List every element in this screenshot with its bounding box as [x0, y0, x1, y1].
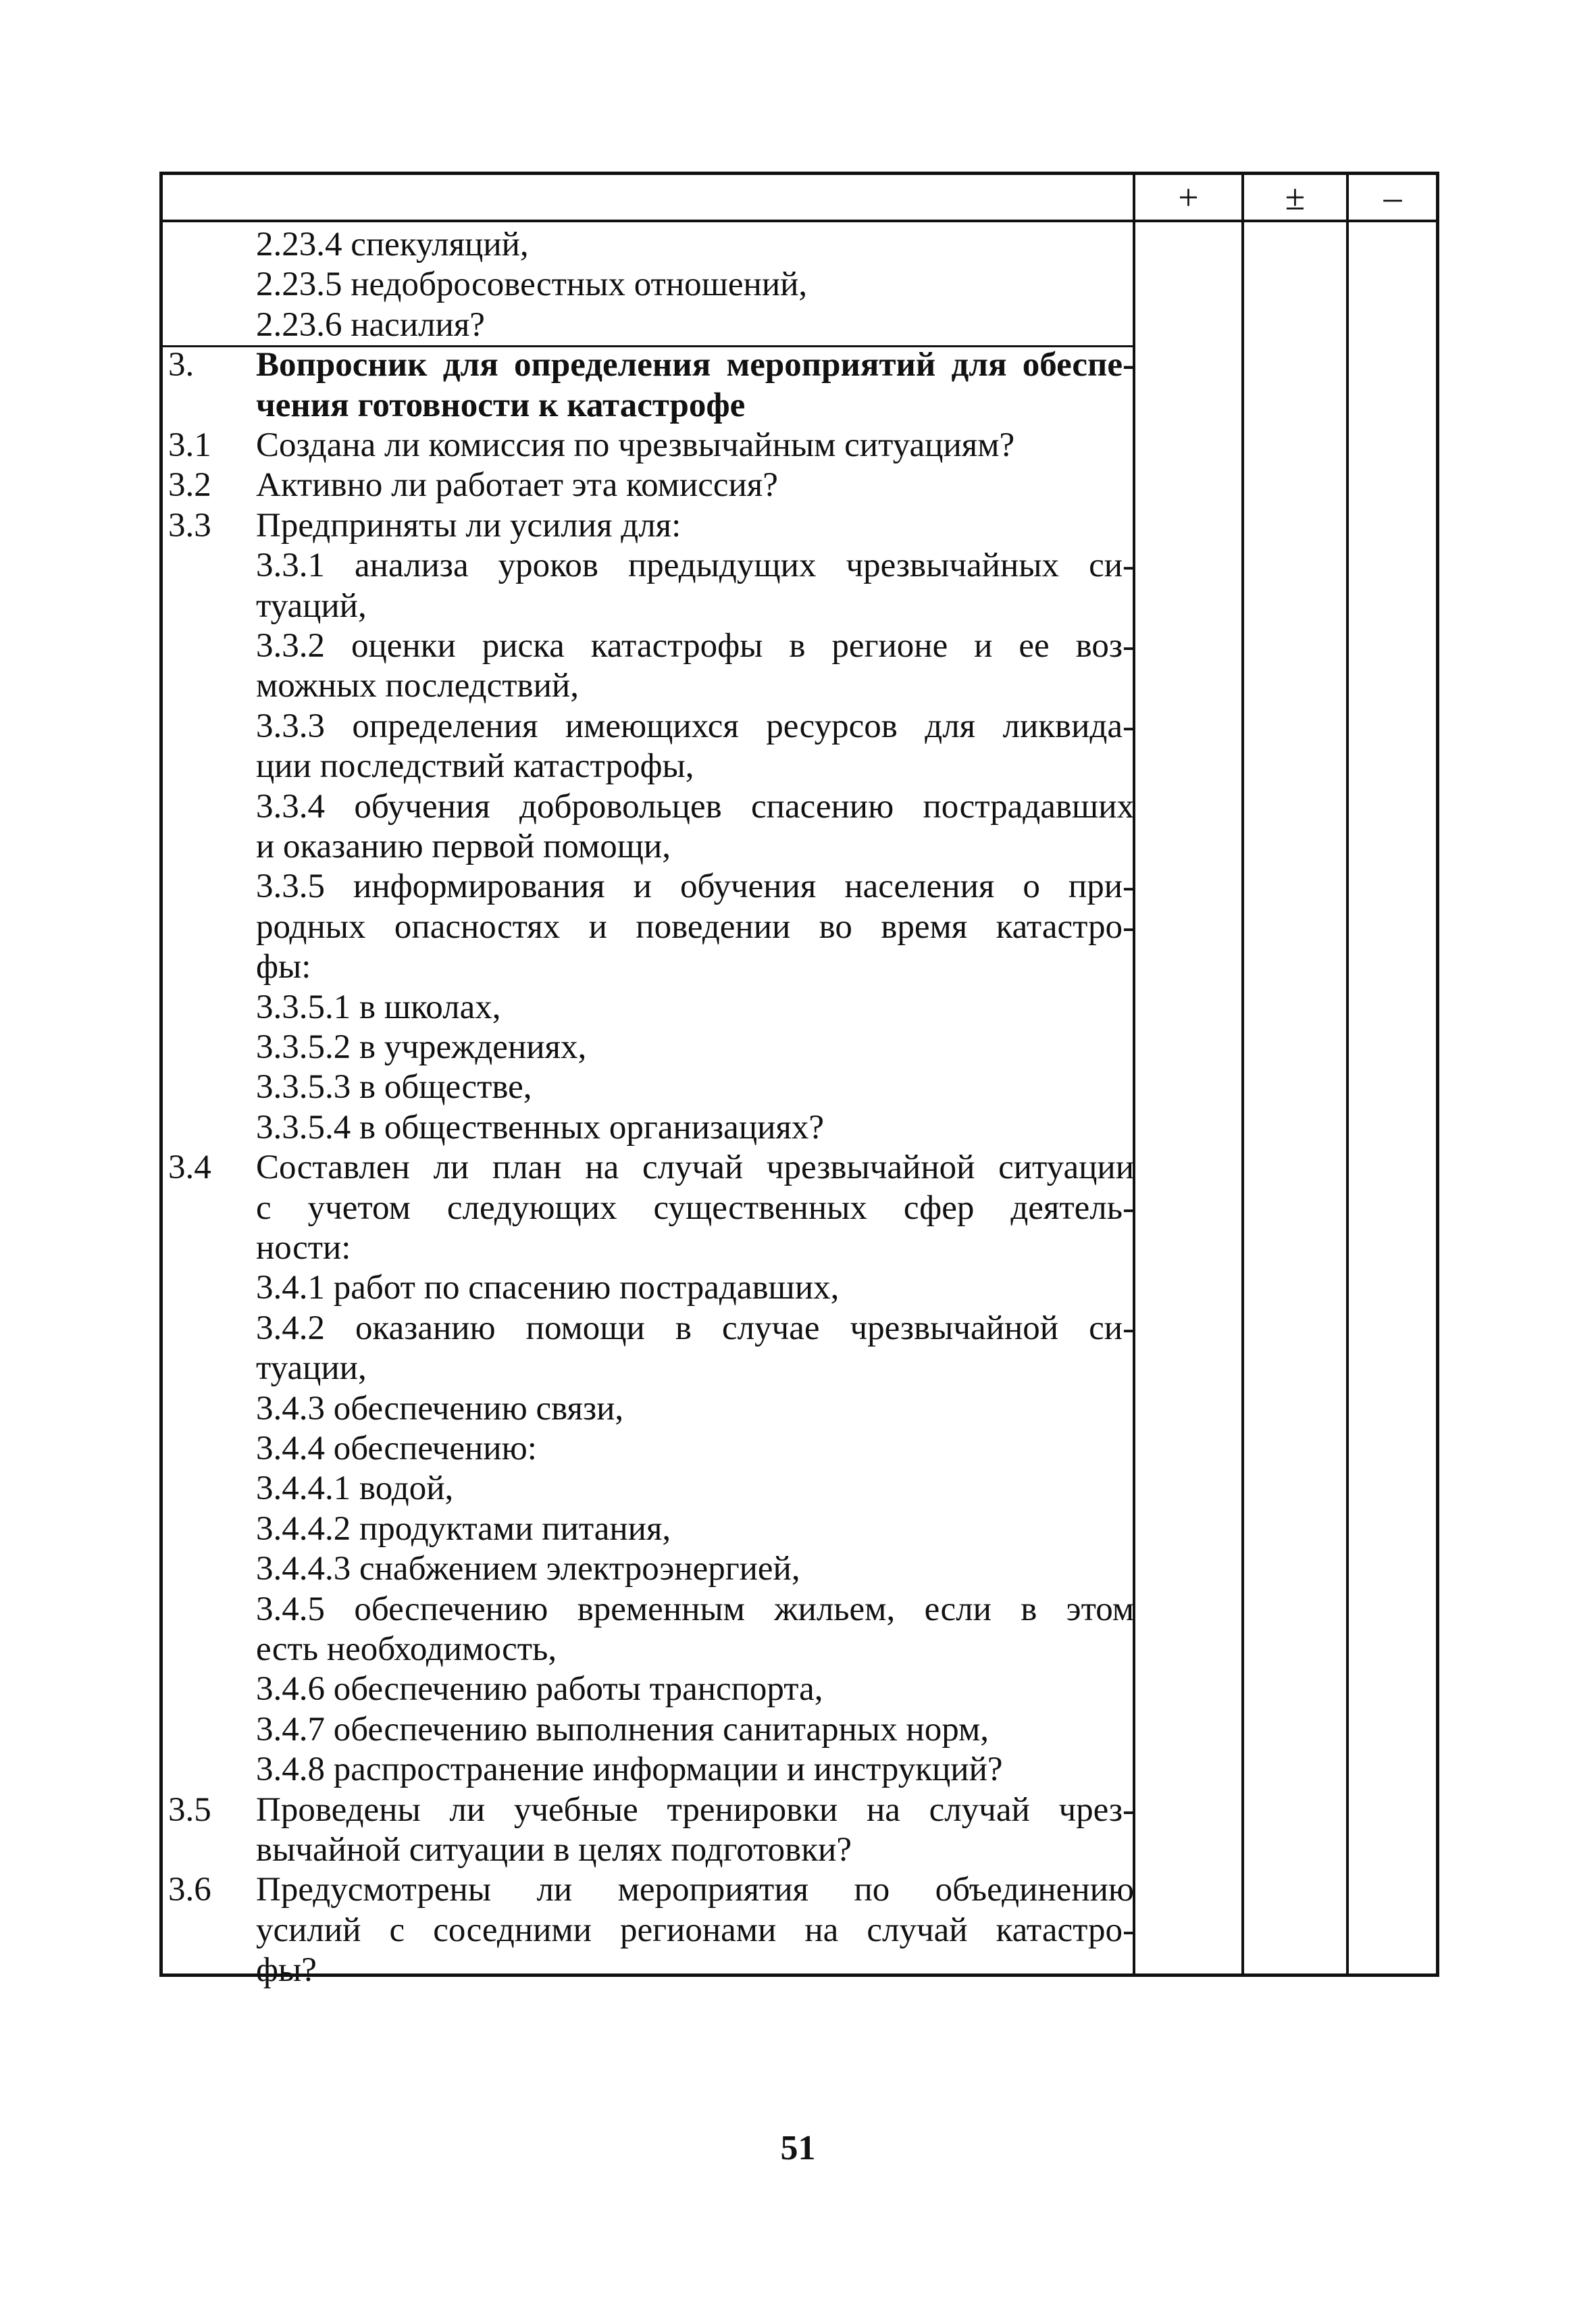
row-text: Составлен ли план на случай чрезвычайной ситуации: [256, 1149, 1134, 1186]
row-number: 3.1: [168, 426, 211, 464]
row-text: и оказанию первой помощи,: [256, 828, 671, 865]
column-divider-plusminus: [1241, 175, 1244, 1973]
row-text: 3.3.1 анализа уроков предыдущих чрезвычайных си-: [256, 547, 1134, 584]
row-text: фы:: [256, 948, 311, 986]
row-text: 3.3.5.2 в учреждениях,: [256, 1028, 587, 1066]
row-number: 3.6: [168, 1871, 211, 1909]
row-text: вычайной ситуации в целях подготовки?: [256, 1831, 852, 1869]
row-number: 3.4: [168, 1149, 211, 1186]
row-text: 3.3.5.1 в школах,: [256, 988, 501, 1026]
row-number: 3.5: [168, 1791, 211, 1829]
row-text: 3.4.4.2 продуктами питания,: [256, 1510, 671, 1548]
row-text: туаций,: [256, 587, 367, 625]
row-number: 3.2: [168, 466, 211, 504]
row-text: 3.4.6 обеспечению работы транспорта,: [256, 1670, 823, 1708]
row-number: 3.3: [168, 507, 211, 545]
row-number: 3.: [168, 346, 195, 384]
row-text: Предусмотрены ли мероприятия по объединению: [256, 1871, 1134, 1909]
header-plusminus: ±: [1285, 177, 1306, 218]
row-text: туации,: [256, 1349, 367, 1387]
row-text: 2.23.4 спекуляций,: [256, 226, 529, 263]
row-text: 3.4.8 распространение информации и инструкций?: [256, 1751, 1003, 1788]
row-text: родных опасностях и поведении во время катастро-: [256, 908, 1134, 946]
row-text: 3.4.2 оказанию помощи в случае чрезвычайной си-: [256, 1309, 1134, 1347]
row-text: 3.4.1 работ по спасению пострадавших,: [256, 1269, 840, 1307]
row-text: Предприняты ли усилия для:: [256, 507, 681, 545]
row-text: 3.3.5.3 в обществе,: [256, 1068, 532, 1106]
header-rule: [163, 220, 1437, 222]
row-text: Создана ли комиссия по чрезвычайным ситуациям?: [256, 426, 1015, 464]
row-text: 3.3.2 оценки риска катастрофы в регионе и ее воз-: [256, 627, 1134, 665]
row-text: фы?: [256, 1951, 317, 1989]
row-text: 3.4.4.1 водой,: [256, 1469, 454, 1507]
row-text: 3.4.7 обеспечению выполнения санитарных норм,: [256, 1711, 989, 1749]
row-text: 3.4.3 обеспечению связи,: [256, 1390, 624, 1428]
row-text: 3.4.4.3 снабжением электроэнергией,: [256, 1550, 800, 1588]
row-text: 3.3.3 определения имеющихся ресурсов для ликвида-: [256, 707, 1134, 745]
row-text: 3.3.5 информирования и обучения населения о при-: [256, 867, 1134, 905]
row-text: можных последствий,: [256, 667, 579, 705]
row-text: 3.3.4 обучения добровольцев спасению пострадавших: [256, 788, 1134, 826]
page-number: 51: [780, 2129, 816, 2167]
row-text: ности:: [256, 1229, 351, 1267]
row-text: 3.3.5.4 в общественных организациях?: [256, 1109, 825, 1147]
row-text: Вопросник для определения мероприятий для обеспе-: [256, 346, 1134, 384]
column-divider-plus: [1133, 175, 1135, 1973]
row-text: 2.23.6 насилия?: [256, 306, 485, 344]
column-divider-minus: [1346, 175, 1349, 1973]
row-text: ции последствий катастрофы,: [256, 747, 694, 785]
questionnaire-table: [159, 172, 1439, 1989]
row-text: с учетом следующих существенных сфер деятель-: [256, 1189, 1134, 1227]
row-text: чения готовности к катастрофе: [256, 386, 746, 424]
row-text: Активно ли работает эта комиссия?: [256, 466, 778, 504]
row-text: 3.4.5 обеспечению временным жильем, если в этом: [256, 1590, 1134, 1628]
row-text: 3.4.4 обеспечению:: [256, 1430, 537, 1467]
row-text: 2.23.5 недобросовестных отношений,: [256, 266, 808, 303]
row-text: Проведены ли учебные тренировки на случай чрез-: [256, 1791, 1134, 1829]
header-minus: –: [1383, 177, 1402, 218]
header-plus: +: [1178, 177, 1199, 218]
row-text: усилий с соседними регионами на случай катастро-: [256, 1911, 1134, 1949]
row-text: есть необходимость,: [256, 1630, 557, 1668]
